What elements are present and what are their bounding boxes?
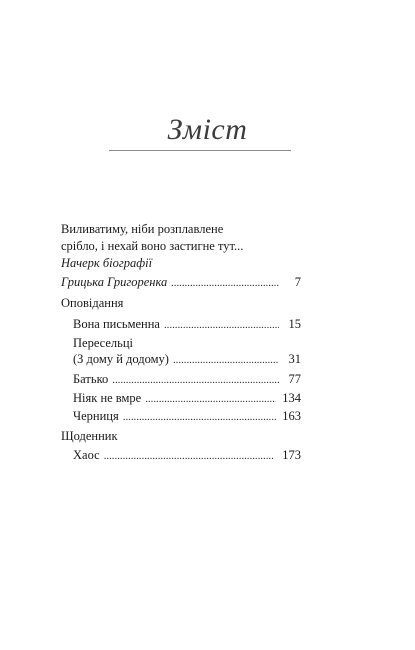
leader-dots — [171, 274, 279, 292]
section-heading-diary — [61, 427, 301, 445]
page-number: 134 — [282, 391, 301, 405]
toc-intro-text-4: Грицька Григоренка — [61, 275, 168, 289]
leader-dots — [145, 390, 276, 408]
page-number: 163 — [282, 409, 301, 423]
toc-intro-line-1 — [61, 220, 301, 238]
page-number: 15 — [288, 317, 301, 331]
toc-entry[interactable] — [73, 350, 301, 368]
entry-title: Батько — [73, 372, 109, 386]
entry-title: Вона письменна — [73, 317, 160, 331]
toc-intro-line-2 — [61, 237, 301, 255]
toc-intro-text-1: Виливатиму, ніби розплавлене — [61, 222, 224, 236]
leader-dots — [104, 447, 277, 465]
page-number: 7 — [294, 275, 301, 289]
entry-title-line-1: Пересельці — [73, 336, 134, 350]
toc-intro-text-3: Начерк біографії — [61, 256, 153, 270]
toc-entry[interactable] — [73, 315, 301, 333]
toc-intro-text-2: срібло, і нехай воно застигне тут... — [61, 239, 244, 253]
toc-entry[interactable] — [73, 446, 301, 464]
leader-dots — [112, 371, 279, 389]
page-number: 77 — [288, 372, 301, 386]
section-title: Оповідання — [61, 296, 124, 310]
title-divider — [109, 150, 291, 151]
entry-title: Ніяк не вмре — [73, 391, 142, 405]
entry-title: Черниця — [73, 409, 119, 423]
toc-entry-intro[interactable] — [61, 273, 301, 291]
page-number: 173 — [282, 448, 301, 462]
leader-dots — [173, 351, 279, 369]
toc-entry[interactable] — [73, 407, 301, 425]
leader-dots — [164, 316, 279, 334]
page-number: 31 — [288, 352, 301, 366]
entry-title: Хаос — [73, 448, 100, 462]
page-title: Зміст — [167, 113, 248, 146]
toc-entry[interactable] — [73, 370, 301, 388]
section-title: Щоденник — [61, 429, 118, 443]
leader-dots — [123, 408, 277, 426]
toc-intro-line-3 — [61, 254, 301, 272]
toc-entry[interactable] — [73, 389, 301, 407]
entry-title: (З дому й додому) — [73, 352, 169, 366]
section-heading-stories — [61, 294, 301, 312]
